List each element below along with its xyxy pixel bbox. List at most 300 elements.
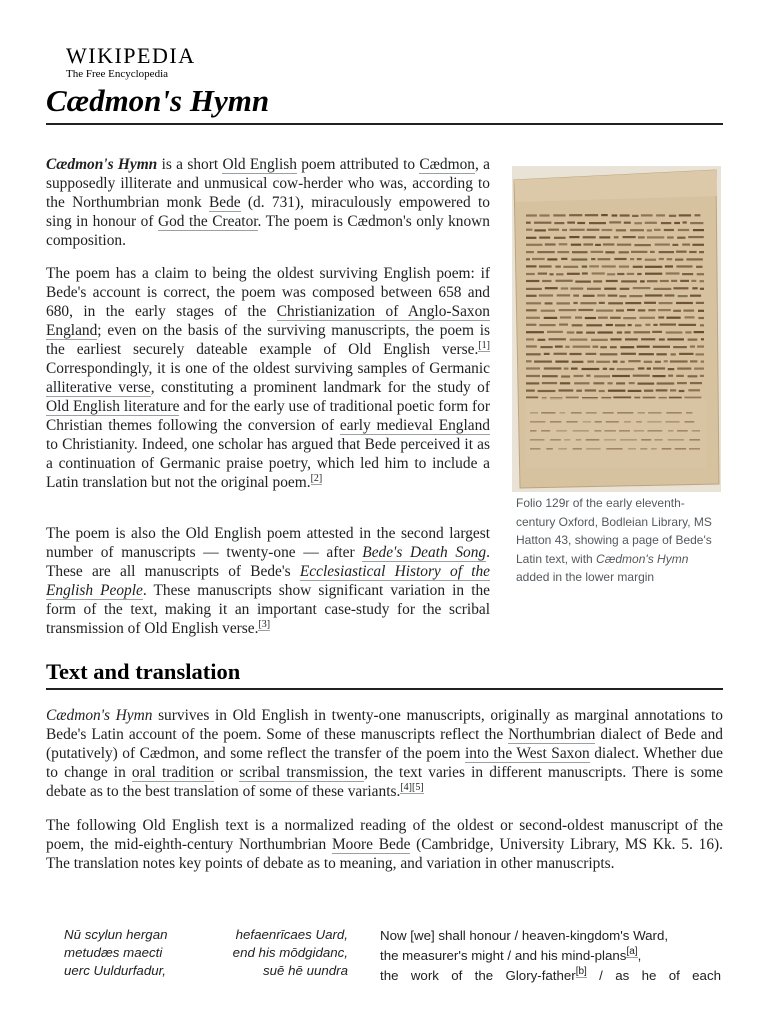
manuscript-word <box>539 214 549 216</box>
margin-word <box>677 430 688 432</box>
manuscript-word <box>690 222 703 224</box>
manuscript-word <box>526 244 543 246</box>
manuscript-word <box>544 353 550 355</box>
manuscript-word <box>627 309 635 311</box>
link-ecclesiastical-history[interactable]: Ecclesiastical History of the English People <box>46 563 491 599</box>
manuscript-word <box>678 324 696 326</box>
manuscript-word <box>650 251 655 253</box>
manuscript-word <box>571 258 587 260</box>
manuscript-word <box>617 273 624 275</box>
margin-word <box>603 412 614 414</box>
reference-1[interactable]: [1] <box>478 340 490 351</box>
manuscript-word <box>594 375 610 377</box>
manuscript-word <box>589 265 599 267</box>
manuscript-word <box>559 389 574 391</box>
manuscript-word <box>683 310 694 312</box>
manuscript-word <box>526 229 532 231</box>
manuscript-word <box>560 382 570 384</box>
manuscript-word <box>688 339 698 341</box>
manuscript-word <box>596 361 610 363</box>
manuscript-word <box>645 259 656 261</box>
manuscript-word <box>557 294 570 296</box>
margin-word <box>530 412 538 414</box>
manuscript-word <box>668 375 673 377</box>
manuscript-word <box>610 338 621 340</box>
manuscript-word <box>673 287 688 289</box>
manuscript-word <box>621 353 636 355</box>
manuscript-word <box>691 280 696 282</box>
manuscript-word <box>614 258 626 260</box>
manuscript-word <box>585 317 596 319</box>
manuscript-word <box>667 338 684 340</box>
manuscript-word <box>656 353 666 355</box>
manuscript-word <box>656 389 668 391</box>
wikipedia-logo[interactable] <box>66 44 196 81</box>
manuscript-word <box>698 310 704 312</box>
manuscript-word <box>570 339 588 341</box>
manuscript-word <box>542 280 551 282</box>
manuscript-word <box>633 375 650 377</box>
manuscript-word <box>680 280 689 282</box>
logo-wordmark: WIKIPEDIA <box>66 43 196 68</box>
manuscript-word <box>700 280 705 282</box>
manuscript-word <box>628 360 640 362</box>
margin-word <box>564 439 570 441</box>
manuscript-word <box>526 338 534 340</box>
manuscript-word <box>625 331 631 333</box>
manuscript-word <box>654 288 672 290</box>
manuscript-word <box>675 259 683 261</box>
manuscript-word <box>559 309 577 311</box>
manuscript-word <box>629 295 642 297</box>
manuscript-word <box>596 310 613 312</box>
text: (Cambridge, University Library, MS Kk. 5. 16). The translation notes key points of debate as to meaning, and variation in other manuscripts. <box>46 836 723 872</box>
manuscript-word <box>660 280 669 282</box>
manuscript-word <box>613 361 618 363</box>
margin-word <box>541 430 550 432</box>
manuscript-word <box>620 214 630 216</box>
manuscript-word <box>608 302 623 304</box>
manuscript-word <box>606 324 613 326</box>
manuscript-word <box>547 331 563 333</box>
manuscript-word <box>577 222 585 224</box>
text: survives in Old English in twenty-one manuscripts, originally as marginal annotations to Bede's Latin account of the poem. Some of these manuscripts reflect the <box>46 707 723 743</box>
manuscript-word <box>583 295 595 297</box>
poem-oe-line <box>64 944 348 962</box>
link-christianization[interactable]: Christianization of Anglo-Saxon England <box>46 303 490 339</box>
margin-word <box>624 421 631 423</box>
intro-paragraph-2 <box>46 264 490 492</box>
manuscript-word <box>598 258 611 260</box>
manuscript-word <box>560 316 571 318</box>
manuscript-word <box>623 236 636 238</box>
manuscript-word <box>692 287 697 289</box>
manuscript-word <box>564 368 569 370</box>
manuscript-word <box>640 280 645 282</box>
manuscript-word <box>573 302 577 304</box>
manuscript-word <box>612 214 618 216</box>
manuscript-word <box>665 265 673 267</box>
half-line: end his mōdgidanc, <box>232 945 348 960</box>
manuscript-word <box>619 266 629 268</box>
hymn-term: Cædmon's Hymn <box>46 707 153 724</box>
reference-2[interactable]: [2] <box>310 473 323 484</box>
manuscript-word <box>587 361 594 363</box>
text: or <box>214 764 240 781</box>
manuscript-word <box>601 214 608 216</box>
text: . These are all manuscripts of Bede's <box>46 544 490 580</box>
text: and for the early use of traditional poetic form for Christian themes following the conversion of <box>46 398 490 434</box>
margin-word <box>583 421 591 423</box>
manuscript-word <box>690 382 702 384</box>
manuscript-word <box>534 361 552 363</box>
manuscript-word <box>635 324 642 326</box>
manuscript-word <box>678 295 688 297</box>
manuscript-word <box>656 214 665 216</box>
margin-word <box>689 448 700 450</box>
manuscript-word <box>592 272 605 274</box>
link-bede[interactable]: Bede <box>208 194 241 211</box>
manuscript-word <box>701 361 704 363</box>
manuscript-word <box>637 346 650 348</box>
manuscript-word <box>555 346 563 348</box>
manuscript-word <box>567 273 580 275</box>
margin-word <box>617 412 633 414</box>
manuscript-word <box>692 244 704 246</box>
manuscript-word <box>539 265 552 267</box>
manuscript-word <box>638 383 655 385</box>
manuscript-word <box>526 367 540 369</box>
manuscript-word <box>526 375 540 377</box>
text: Now [we] shall honour / heaven-kingdom's Ward, <box>380 928 669 943</box>
manuscript-word <box>690 346 695 348</box>
manuscript-word <box>586 353 597 355</box>
manuscript-word <box>587 288 601 290</box>
manuscript-word <box>574 375 584 377</box>
manuscript-word <box>571 368 578 370</box>
manuscript-word <box>538 390 556 392</box>
link-bedes-death-song[interactable]: Bede's Death Song <box>362 544 487 561</box>
margin-word <box>636 421 642 423</box>
manuscript-word <box>555 266 561 268</box>
manuscript-word <box>623 317 636 319</box>
article-term: Cædmon's Hymn <box>46 156 158 173</box>
manuscript-word <box>578 309 593 311</box>
manuscript-word <box>690 295 701 297</box>
margin-word <box>541 412 555 414</box>
manuscript-word <box>591 339 608 341</box>
manuscript-word <box>539 324 555 326</box>
manuscript-word <box>631 251 647 253</box>
section-heading-text-and-translation: Text and translation <box>46 659 241 684</box>
manuscript-word <box>593 382 604 384</box>
section-paragraph-2 <box>46 816 723 873</box>
manuscript-word <box>644 302 656 304</box>
manuscript-word <box>641 214 653 216</box>
text: . The poem is Cædmon's only known composition. <box>46 213 490 249</box>
text: dialect of Bede and (putatively) of Cædmon, and some reflect the transfer of the poem <box>46 726 723 762</box>
manuscript-word <box>599 302 605 304</box>
manuscript-word <box>526 295 537 297</box>
manuscript-word <box>563 266 578 268</box>
text: the work of the Glory-father <box>380 968 576 983</box>
link-old-english-literature[interactable]: Old English literature <box>46 398 180 415</box>
manuscript-word <box>638 236 645 238</box>
manuscript-word <box>570 288 583 290</box>
logo-tagline: The Free Encyclopedia <box>66 68 169 80</box>
margin-word <box>573 430 589 432</box>
margin-word <box>604 430 616 432</box>
manuscript-word <box>554 353 567 355</box>
margin-word <box>566 421 577 423</box>
link-west-saxon[interactable]: into the West Saxon <box>464 745 590 762</box>
manuscript-word <box>625 302 641 304</box>
manuscript-word <box>688 236 704 238</box>
manuscript-word <box>544 317 558 319</box>
manuscript-word <box>598 317 608 319</box>
link-northumbrian[interactable]: Northumbrian <box>508 726 596 743</box>
reference-4[interactable]: [4] <box>400 782 412 793</box>
manuscript-word <box>653 346 670 348</box>
manuscript-word <box>701 338 704 340</box>
manuscript-word <box>688 389 700 391</box>
text: to Christianity. Indeed, one scholar has argued that Bede perceived it as a continuation of Germanic praise poetry, which led him to include a Latin translation but not the original poem. <box>46 436 490 491</box>
manuscript-word <box>585 214 598 216</box>
link-god-the-creator[interactable]: God the Creator <box>157 213 258 230</box>
manuscript-word <box>609 221 621 223</box>
manuscript-word <box>526 273 535 275</box>
manuscript-word <box>690 360 697 362</box>
manuscript-word <box>673 310 681 312</box>
manuscript-word <box>606 280 618 282</box>
manuscript-word <box>682 244 690 246</box>
text: , constituting a prominent landmark for the study of <box>150 379 490 396</box>
manuscript-word <box>659 302 673 304</box>
text: The following Old English text is a normalized reading of the oldest or second-oldest manuscript of the poem, the mid-eighth-century Northumbrian <box>46 817 723 853</box>
manuscript-word <box>526 317 540 319</box>
margin-word <box>675 448 686 450</box>
manuscript-word <box>607 273 615 275</box>
manuscript-word <box>557 251 569 253</box>
manuscript-word <box>645 266 663 268</box>
manuscript-word <box>637 273 641 275</box>
margin-word <box>595 421 602 423</box>
manuscript-word <box>585 389 596 391</box>
manuscript-word <box>610 346 617 348</box>
manuscript-word <box>697 346 704 348</box>
margin-word <box>619 430 630 432</box>
reference-3[interactable]: [3] <box>258 619 271 630</box>
manuscript-word <box>697 273 704 275</box>
manuscript-word <box>661 222 671 224</box>
manuscript-word <box>672 244 678 246</box>
manuscript-word <box>548 229 559 231</box>
link-scribal-transmission[interactable]: scribal transmission <box>239 764 365 781</box>
margin-word <box>556 430 567 432</box>
margin-word <box>685 421 695 423</box>
margin-word <box>530 430 537 432</box>
manuscript-word <box>555 361 568 363</box>
manuscript-word <box>612 375 630 377</box>
manuscript-word <box>570 229 585 231</box>
manuscript-word <box>639 317 655 319</box>
manuscript-word <box>561 287 569 289</box>
intro-paragraph-3 <box>46 524 490 638</box>
margin-word <box>586 448 600 450</box>
manuscript-word <box>617 368 635 370</box>
manuscript-word <box>602 265 616 267</box>
link-caedmon[interactable]: Cædmon <box>419 156 475 173</box>
manuscript-word <box>658 309 671 311</box>
manuscript-word <box>630 258 634 260</box>
manuscript-word <box>658 316 664 318</box>
manuscript-word <box>696 266 702 268</box>
manuscript-word <box>545 287 558 289</box>
manuscript-word <box>647 280 658 282</box>
manuscript-word <box>634 331 651 333</box>
manuscript-word <box>617 331 622 333</box>
manuscript-word <box>603 368 607 370</box>
manuscript-word <box>608 390 626 392</box>
manuscript-word <box>591 258 595 260</box>
poem-oe-line <box>64 962 348 980</box>
manuscript-word <box>599 236 610 238</box>
manuscript-word <box>554 222 564 224</box>
manuscript-word <box>637 258 642 260</box>
manuscript-word <box>667 236 674 238</box>
manuscript-word <box>526 360 532 362</box>
manuscript-word <box>600 353 618 355</box>
manuscript-word <box>655 244 670 246</box>
manuscript-word <box>679 353 693 355</box>
margin-word <box>641 439 651 441</box>
manuscript-word <box>647 236 664 238</box>
text: , <box>637 948 642 963</box>
manuscript-word <box>586 332 595 334</box>
figure-caption <box>516 494 721 587</box>
manuscript-word <box>625 338 638 340</box>
margin-word <box>606 421 619 423</box>
manuscript-word <box>586 375 590 377</box>
caption-title: Cædmon's Hymn <box>596 551 689 566</box>
manuscript-word <box>634 222 642 224</box>
manuscript-word <box>655 361 661 363</box>
link-oral-tradition[interactable]: oral tradition <box>131 764 215 781</box>
manuscript-word <box>616 309 624 311</box>
link-old-english[interactable]: Old English <box>222 156 297 173</box>
margin-word <box>634 430 645 432</box>
text: / as he of each <box>586 968 721 983</box>
link-alliterative-verse[interactable]: alliterative verse <box>46 379 151 396</box>
poem-translation <box>380 926 721 986</box>
manuscript-word <box>526 258 530 260</box>
manuscript-word <box>526 280 539 282</box>
note-b[interactable]: [b] <box>575 966 587 977</box>
manuscript-word <box>678 229 689 231</box>
manuscript-word <box>582 368 600 370</box>
manuscript-word <box>603 243 615 245</box>
manuscript-word <box>542 375 558 377</box>
manuscript-word <box>538 339 546 341</box>
margin-word <box>530 448 541 450</box>
margin-word <box>654 439 662 441</box>
manuscript-word <box>645 222 657 224</box>
manuscript-word <box>648 309 655 311</box>
manuscript-word <box>670 389 676 391</box>
manuscript-word <box>677 237 685 239</box>
margin-word <box>689 439 700 441</box>
manuscript-word <box>641 338 655 340</box>
manuscript-word <box>676 251 687 253</box>
half-line: suē hē uundra <box>262 963 348 978</box>
margin-word <box>571 412 582 414</box>
note-a[interactable]: [a] <box>626 946 638 957</box>
manuscript-word <box>573 295 579 297</box>
margin-word <box>530 421 545 423</box>
manuscript-word <box>620 288 630 290</box>
margin-word <box>606 448 622 450</box>
manuscript-word <box>599 390 605 392</box>
margin-word <box>648 412 661 414</box>
manuscript-word <box>614 236 619 238</box>
manuscript-word <box>569 214 582 216</box>
manuscript-word <box>526 324 536 326</box>
manuscript-word <box>638 309 645 311</box>
text: (d. 731), miraculously empowered to sing in honour of <box>46 194 490 230</box>
reference-5[interactable]: [5] <box>411 782 424 793</box>
manuscript-word <box>682 273 693 275</box>
manuscript-word <box>666 272 680 274</box>
manuscript-word <box>526 222 531 224</box>
manuscript-word <box>561 258 567 260</box>
manuscript-image[interactable] <box>512 166 721 492</box>
manuscript-word <box>676 375 684 377</box>
manuscript-word <box>526 214 537 216</box>
margin-word <box>692 430 700 432</box>
link-moore-bede[interactable]: Moore Bede <box>331 836 411 853</box>
margin-word <box>558 448 567 450</box>
manuscript-word <box>696 353 705 355</box>
link-early-medieval-england[interactable]: early medieval England <box>339 417 490 434</box>
manuscript-word <box>652 375 665 377</box>
margin-word <box>620 439 637 441</box>
manuscript-word <box>645 273 662 275</box>
margin-word <box>640 448 647 450</box>
manuscript-word <box>685 316 695 318</box>
poem-oe-line <box>64 926 348 944</box>
manuscript-word <box>659 251 674 253</box>
manuscript-word <box>666 331 683 333</box>
manuscript-word <box>693 229 704 231</box>
manuscript-word <box>696 302 704 304</box>
manuscript-word <box>534 229 546 231</box>
margin-word <box>546 448 553 450</box>
manuscript-word <box>619 251 629 253</box>
manuscript-word <box>608 295 618 297</box>
manuscript-word <box>652 331 662 333</box>
manuscript-word <box>569 236 579 238</box>
manuscript-word <box>526 302 541 304</box>
margin-word <box>647 430 662 432</box>
manuscript-word <box>559 324 568 326</box>
margin-word <box>573 448 582 450</box>
text: added in the lower margin <box>516 570 655 584</box>
manuscript-word <box>676 265 692 267</box>
manuscript-word <box>526 265 537 267</box>
manuscript-word <box>616 382 625 384</box>
manuscript-word <box>550 273 554 275</box>
section-paragraph-1 <box>46 706 723 801</box>
